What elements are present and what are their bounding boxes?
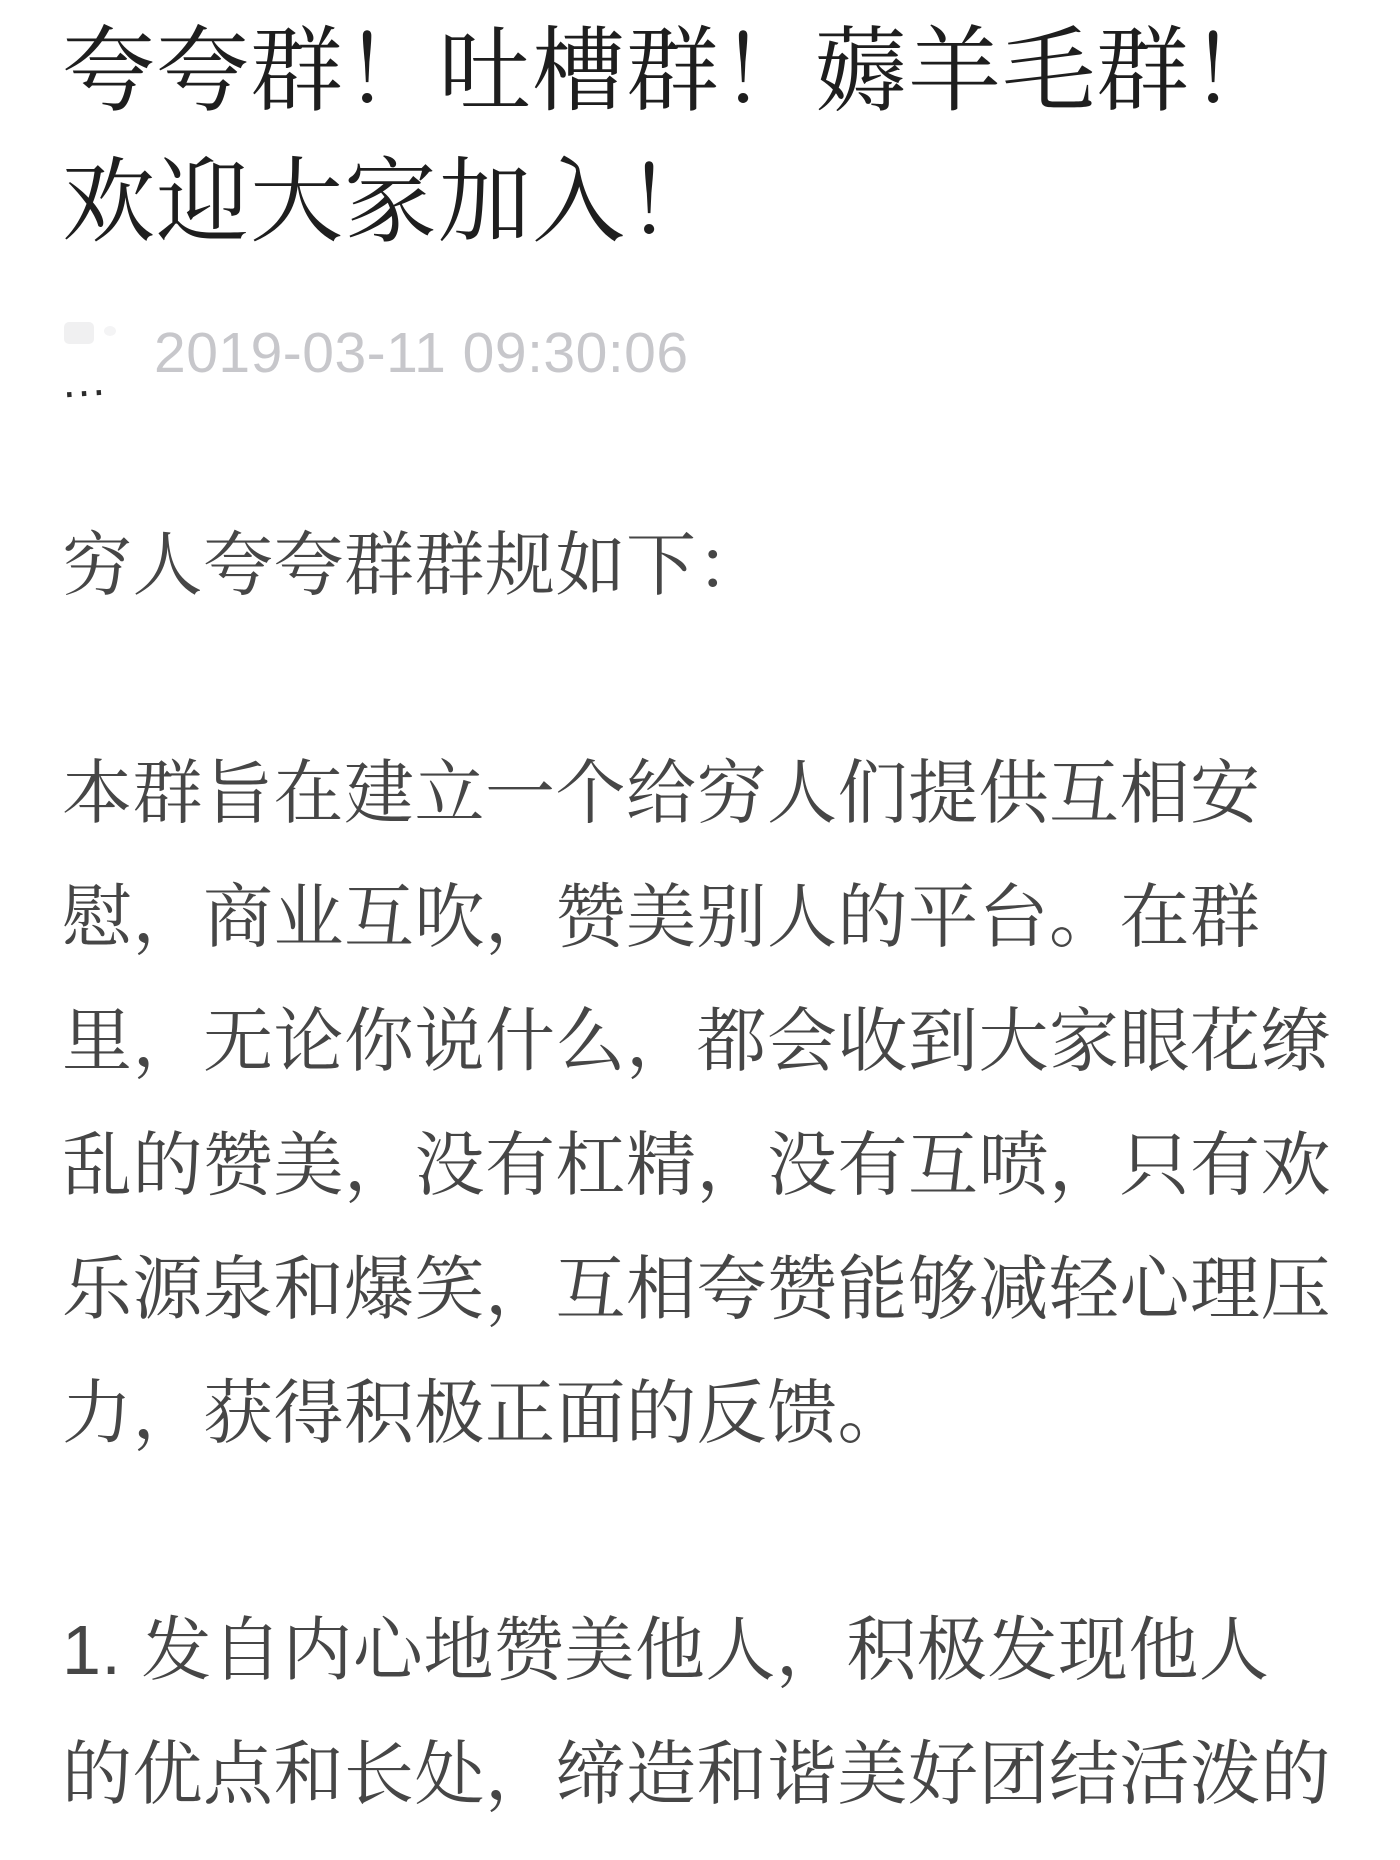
erased-author-remnant [60, 310, 154, 408]
text-line: 力，获得积极正面的反馈。 [62, 1374, 908, 1452]
text-line: 1. 发自内心地赞美他人，积极发现他人 [62, 1611, 1270, 1689]
post-meta-row [60, 310, 1344, 408]
smudge-mark [64, 322, 94, 344]
ellipsis-icon: ... [60, 352, 109, 408]
text-line: 欢迎大家加入！ [62, 150, 720, 254]
rule-item-1 [62, 1588, 1344, 1836]
text-line: 夸夸群！吐槽群！薅羊毛群！ [62, 19, 1284, 123]
text-line: 乱的赞美，没有杠精，没有互喷，只有欢 [62, 1126, 1331, 1204]
text-line: 慰，商业互吹，赞美别人的平台。在群 [62, 878, 1261, 956]
post-title [62, 6, 1344, 268]
rules-heading: 穷人夸夸群群规如下： [62, 526, 767, 604]
intro-paragraph [62, 731, 1344, 1475]
post-article [0, 6, 1400, 1836]
text-line: 本群旨在建立一个给穷人们提供互相安 [62, 754, 1261, 832]
text-line: 里，无论你说什么，都会收到大家眼花缭 [62, 1002, 1331, 1080]
text-line: 的优点和长处，缔造和谐美好团结活泼的 [62, 1735, 1331, 1813]
post-timestamp: 2019-03-11 09:30:06 [154, 320, 689, 385]
text-line: 乐源泉和爆笑，互相夸赞能够减轻心理压 [62, 1250, 1331, 1328]
smudge-mark [104, 326, 116, 336]
